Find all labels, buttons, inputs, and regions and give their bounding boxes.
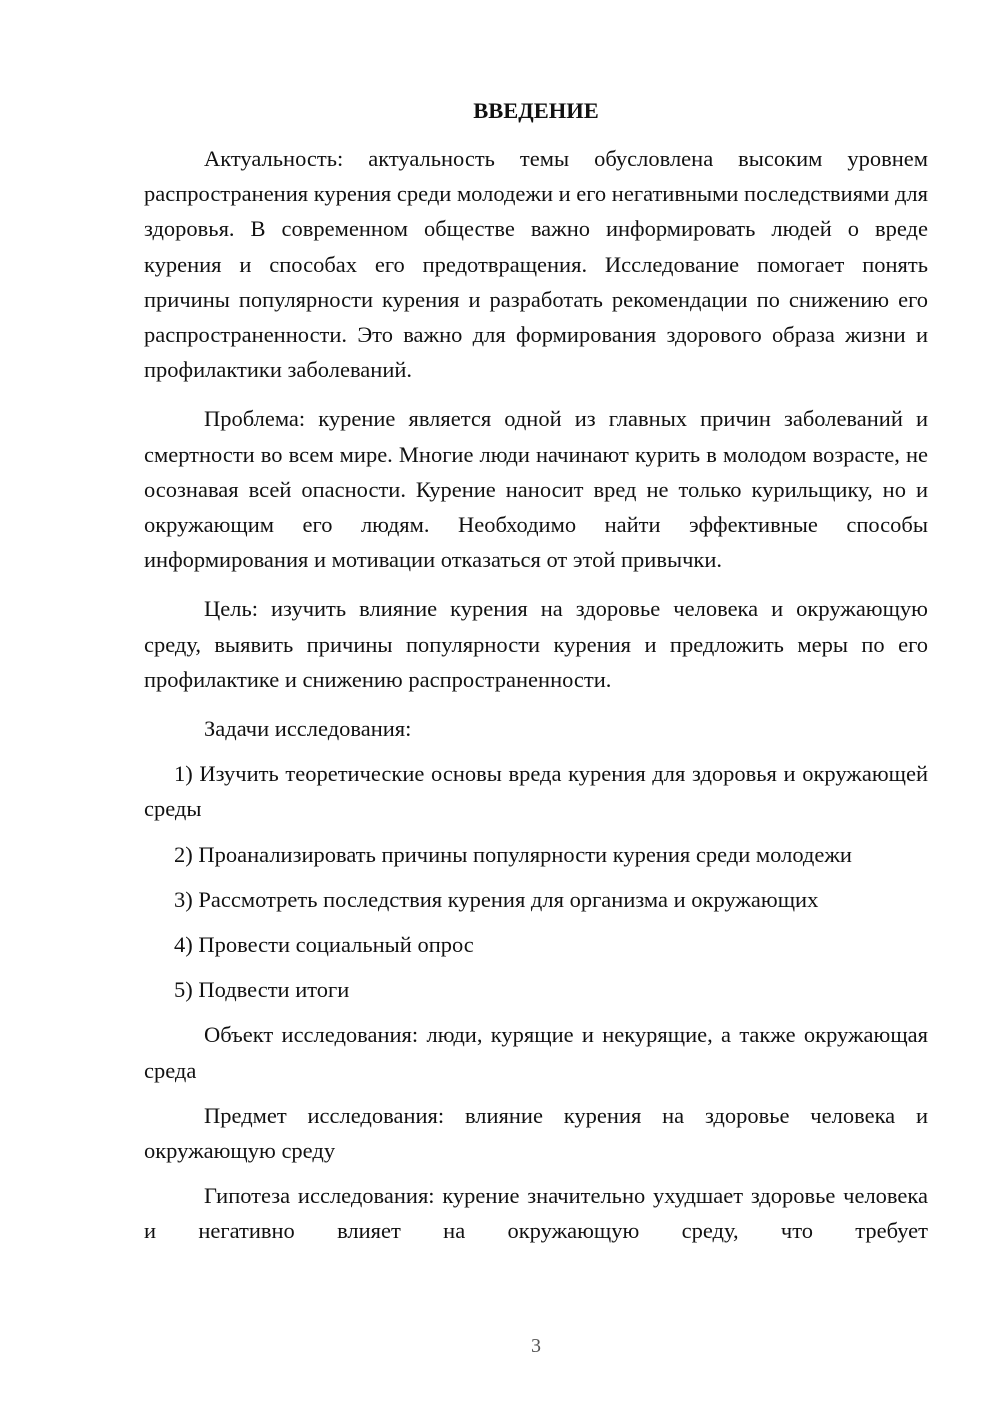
task-item-5: 5) Подвести итоги (174, 977, 350, 1003)
relevance-paragraph: Актуальность: актуальность темы обусловлена высоким уровнем распространения курения среди молодежи и его негативными последствиями для здоровья. В современном обществе важно информировать людей о вреде курения и способах его предотвращения. Исследование помогает понять причины популярности курения и разработать рекомендации по снижению его распространенности. Это важно для формирования здорового образа жизни и профилактики заболеваний. (144, 146, 928, 383)
task-item-4: 4) Провести социальный опрос (174, 932, 474, 958)
subject-paragraph: Предмет исследования: влияние курения на здоровье человека и окружающую среду (144, 1102, 928, 1164)
object-paragraph: Объект исследования: люди, курящие и некурящие, а также окружающая среда (144, 1022, 928, 1083)
problem-paragraph: Проблема: курение является одной из главных причин заболеваний и смертности во всем мире. Многие люди начинают курить в молодом возрасте, не осознавая всей опасности. Курение наносит вред не только курильщику, но и окружающим его людям. Необходимо найти эффективные способы информирования и мотивации отказаться от этой привычки. (144, 406, 928, 573)
hypothesis-paragraph: Гипотеза исследования: курение значительно ухудшает здоровье человека и негативно влияет на окружающую среду, что требует (144, 1183, 928, 1244)
tasks-title: Задачи исследования: (204, 716, 412, 742)
task-item-3: 3) Рассмотреть последствия курения для организма и окружающих (174, 886, 819, 912)
task-item-1: 1) Изучить теоретические основы вреда курения для здоровья и окружающей среды (144, 761, 928, 822)
task-item-2: 2) Проанализировать причины популярности курения среди молодежи (174, 841, 852, 867)
document-page (144, 95, 928, 1259)
page-number: 3 (531, 1335, 541, 1357)
goal-paragraph: Цель: изучить влияние курения на здоровье человека и окружающую среду, выявить причины популярности курения и предложить меры по его профилактике и снижению распространенности. (144, 596, 928, 692)
section-heading: ВВЕДЕНИЕ (473, 98, 599, 123)
